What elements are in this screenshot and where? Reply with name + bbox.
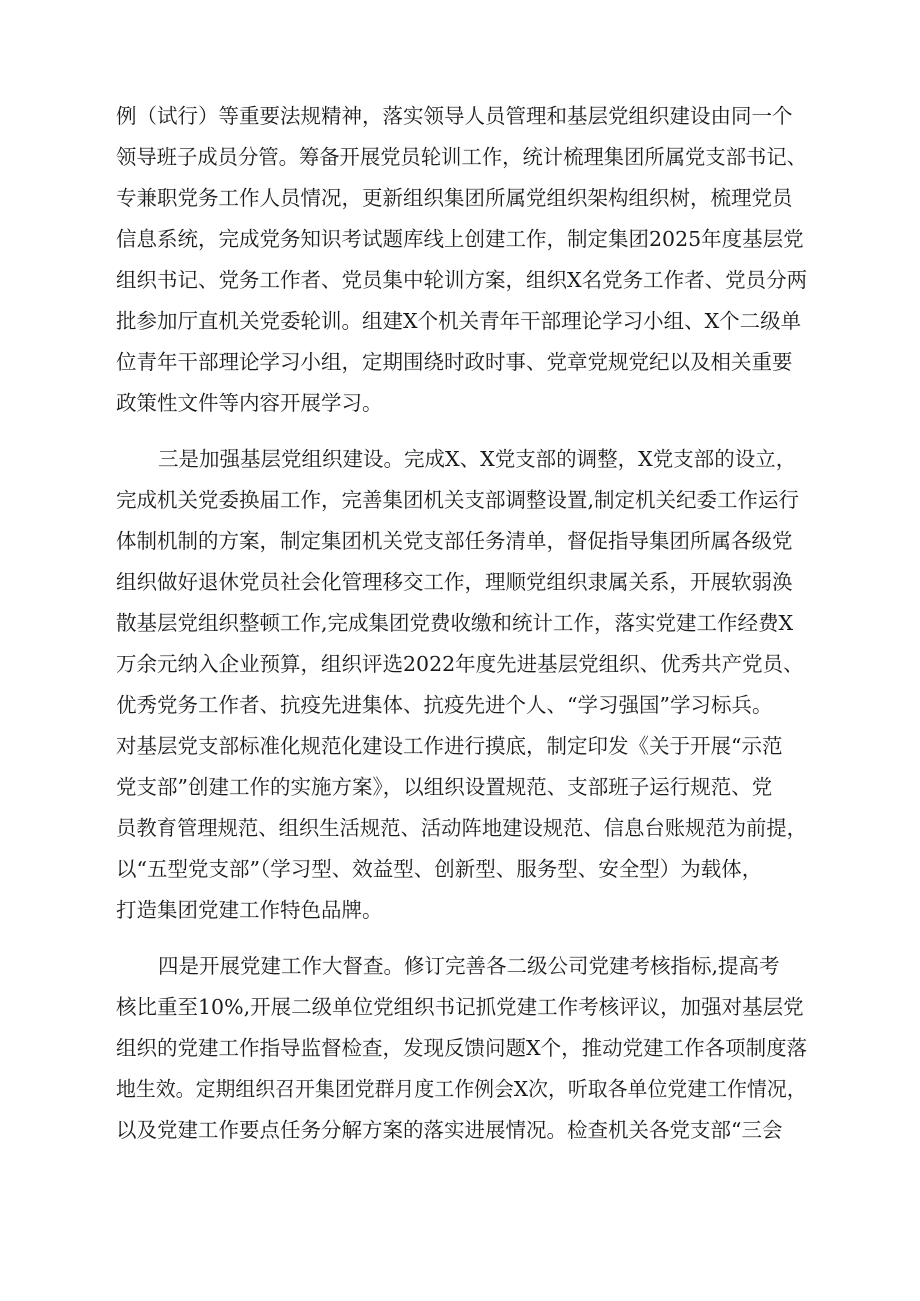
text-line [0,1115,920,1145]
text-line [0,649,920,679]
line-text: 核比重至10%,开展二级单位党组织书记抓党建工作考核评议，加强对基层党 [116,995,804,1019]
line-text: 以及党建工作要点任务分解方案的落实进展情况。检查机关各党支部“三会 [116,1118,783,1142]
line-text: 信息系统，完成党务知识考试题库线上创建工作，制定集团2025年度基层党 [116,227,804,251]
text-line [0,567,920,597]
text-line [0,485,920,515]
line-text: 组织的党建工作指导监督检查，发现反馈问题X个，推动党建工作各项制度落 [116,1036,808,1060]
line-text: 政策性文件等内容开展学习。 [116,391,383,415]
line-text: 体制机制的方案，制定集团机关党支部任务清单，督促指导集团所属各级党 [116,529,793,553]
text-line [0,1033,920,1063]
text-line [0,183,920,213]
line-text: 散基层党组织整顿工作,完成集团党费收缴和统计工作，落实党建工作经费X [116,611,794,635]
text-line [0,265,920,295]
text-line [0,1074,920,1104]
text-line [0,142,920,172]
line-text: 打造集团党建工作特色品牌。 [116,898,383,922]
line-text: 万余元纳入企业预算，组织评选2022年度先进基层党组织、优秀共产党员、 [116,652,804,676]
line-text: 对基层党支部标准化规范化建设工作进行摸底，制定印发《关于开展“示范 [116,734,783,758]
text-line [0,347,920,377]
text-line [0,731,920,761]
line-text: 完成机关党委换届工作，完善集团机关支部调整设置,制定机关纪委工作运行 [116,488,800,512]
text-line [0,526,920,556]
text-line [0,813,920,843]
paragraph-heading-3: 三是加强基层党组织建设。完成X、X党支部的调整，X党支部的设立， [158,447,797,471]
line-text: 组织书记、党务工作者、党员集中轮训方案，组织X名党务工作者、党员分两 [116,268,808,292]
text-line [0,224,920,254]
line-text: 位青年干部理论学习小组，定期围绕时政时事、党章党规党纪以及相关重要 [116,350,793,374]
text-line [0,951,920,981]
line-text: 员教育管理规范、组织生活规范、活动阵地建设规范、信息台账规范为前提， [116,816,807,840]
line-text: 地生效。定期组织召开集团党群月度工作例会X次，听取各单位党建工作情况， [116,1077,807,1101]
line-text: 党支部”创建工作的实施方案》，以组织设置规范、支部班子运行规范、党 [116,775,773,799]
paragraph-heading-4: 四是开展党建工作大督查。修订完善各二级公司党建考核指标,提高考 [158,954,780,978]
text-line [0,895,920,925]
line-text: 专兼职党务工作人员情况，更新组织集团所属党组织架构组织树，梳理党员 [116,186,793,210]
text-line [0,854,920,884]
text-line [0,608,920,638]
text-line [0,101,920,131]
text-line [0,388,920,418]
line-text: 优秀党务工作者、抗疫先进集体、抗疫先进个人、“学习强国”学习标兵。 [116,693,773,717]
text-line [0,992,920,1022]
line-text: 例（试行）等重要法规精神，落实领导人员管理和基层党组织建设由同一个 [116,104,793,128]
line-text: 领导班子成员分管。筹备开展党员轮训工作，统计梳理集团所属党支部书记、 [116,145,807,169]
line-text: 组织做好退休党员社会化管理移交工作，理顺党组织隶属关系，开展软弱涣 [116,570,793,594]
text-line [0,772,920,802]
line-text: 批参加厅直机关党委轮训。组建X个机关青年干部理论学习小组、X个二级单 [116,309,802,333]
text-line [0,306,920,336]
text-line [0,444,920,474]
text-line [0,690,920,720]
line-text: 以“五型党支部”（学习型、效益型、创新型、服务型、安全型）为载体， [116,857,763,881]
